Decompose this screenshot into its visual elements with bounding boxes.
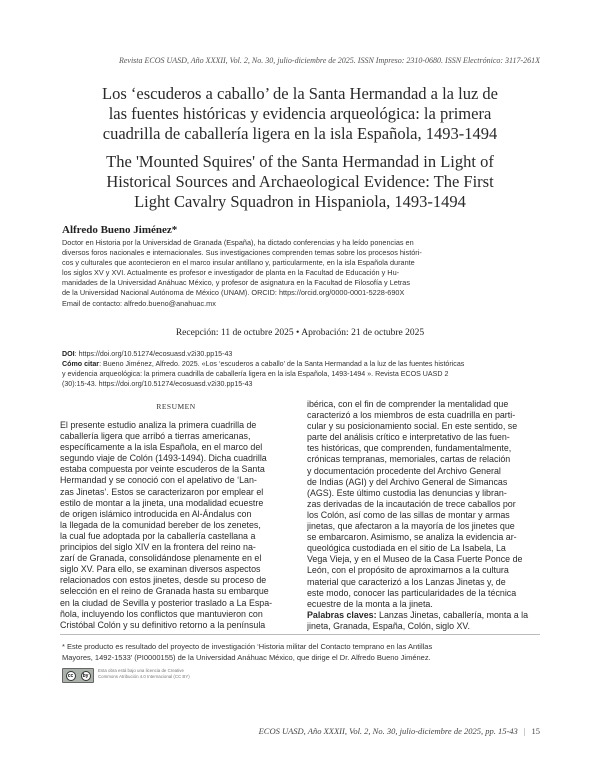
abstract-line: material que caracterizó a los Lanzas Jinetas y, de	[307, 576, 506, 587]
footer-journal: ECOS UASD, Año XXXII, Vol. 2, No. 30, julio-diciembre de 2025, pp. 15-43	[258, 726, 518, 736]
license-line: Esta obra está bajo una licencia de Creative	[98, 668, 184, 673]
author-email-line: Email de contacto: alfredo.bueno@anahuac.mx	[62, 298, 216, 308]
author-block	[62, 224, 538, 309]
license-text	[98, 668, 278, 680]
abstract-line: El presente estudio analiza la primera cuadrilla de	[60, 420, 257, 430]
title-english-line: Light Cavalry Squadron in Hispaniola, 1493-1494	[134, 192, 466, 211]
abstract-heading: RESUMEN	[156, 402, 196, 411]
abstract-line: en la ciudad de Sevilla y posterior traslado a La Espa-	[60, 597, 273, 608]
abstract-line: estaba compuesta por veinte escuderos de la Santa	[60, 464, 265, 475]
abstract-line: Cristóbal Colón y su definitivo retorno a la península	[60, 619, 266, 630]
citation-block	[62, 349, 538, 389]
footnote-divider	[60, 634, 540, 635]
abstract-line: los Colón, así como de las sillas de montar y armas	[307, 509, 510, 520]
keywords-text: Lanzas Jinetas, caballería, monta a la	[376, 609, 529, 620]
abstract-line: ecuestre de la monta a la jineta.	[307, 598, 433, 609]
abstract-line: este modo, conocer las particularidades de la técnica	[307, 587, 517, 598]
abstract-line: la cual fue adoptada por la caballería castellana a	[60, 530, 256, 541]
author-bio-line: cos y culturales que acontecieron en el marco insular antillano y, particularmente, en la isla Española durante	[62, 258, 415, 268]
abstract-line: crónicas tempranas, memoriales, cartas de relación	[307, 454, 511, 465]
page-footer	[259, 726, 540, 736]
author-bio-line: manidades de la Universidad Anáhuac México, y profesor de asignatura en la Facultad de Filosofía y Letras	[62, 278, 411, 288]
footnote	[62, 642, 540, 663]
title-english-line: The 'Mounted Squires' of the Santa Hermandad in Light of	[106, 152, 494, 171]
abstract-right-column	[307, 399, 543, 632]
attribution-symbol: by	[81, 671, 91, 681]
title-spanish-line: cuadrilla de caballería ligera en la isla Española, 1493-1494	[102, 124, 498, 143]
cite-label: Cómo citar	[62, 360, 100, 368]
title-spanish-line: Los ‘escuderos a caballo’ de la Santa Hermandad a la luz de	[102, 84, 498, 103]
cite-text: : Bueno Jiménez, Alfredo. 2025. «Los ‘escuderos a caballo’ de la Santa Hermandad a la luz de las fuentes históricas	[99, 360, 465, 368]
footnote-line: * Este producto es resultado del proyecto de investigación ‘Historia militar del Contacto temprano en las Antillas	[62, 642, 433, 651]
cite-line	[62, 359, 538, 369]
abstract-line: principios del siglo XIV en la frontera del reino na-	[60, 542, 256, 553]
title-spanish	[56, 84, 544, 144]
abstract-line: siglo XV. Para ello, se examinan diversos aspectos	[60, 564, 261, 575]
abstract-line: relacionados con estos jinetes, desde su proceso de	[60, 575, 267, 586]
author-bio-line: de la Universidad Nacional Autónoma de México (UNAM). ORCID: https://orcid.org/0000-0001-5228-690X	[62, 288, 405, 298]
abstract-line: zas Jinetas’. Estos se caracterizaron por emplear el	[60, 486, 264, 497]
title-english-line: Historical Sources and Archaeological Evidence: The First	[106, 172, 494, 191]
footer-separator: |	[523, 726, 526, 736]
doi-line	[62, 349, 538, 359]
page-number: 15	[531, 726, 540, 736]
author-name: Alfredo Bueno Jiménez*	[62, 224, 178, 236]
author-bio-line: Doctor en Historia por la Universidad de Granada (España), ha dictado conferencias y ha leído ponencias en	[62, 238, 414, 247]
footnote-marker: *	[62, 642, 65, 651]
abstract-line: caracterizó a los miembros de esta cuadrilla en parti-	[307, 410, 516, 421]
abstract-line: zas derivadas de la incautación de trece caballos por	[307, 498, 516, 509]
abstract-line: zarí de Granada, consolidándose plenamente en el	[60, 553, 262, 564]
abstract-line: segundo viaje de Colón (1493-1494). Dicha cuadrilla	[60, 453, 267, 464]
cc-symbol: cc	[66, 671, 76, 681]
abstract-line: parte del análisis crítico e interpretativo de las fuen-	[307, 432, 510, 443]
author-bio	[62, 238, 538, 309]
abstract-left-column	[60, 420, 292, 631]
abstract-line: de Indias (AGI) y del Archivo General de Simancas	[307, 476, 508, 487]
creative-commons-license-icon[interactable]	[62, 668, 94, 683]
abstract-line: selección en el reino de Granada hasta su embarque	[60, 586, 269, 597]
journal-header: Revista ECOS UASD, Año XXXII, Vol. 2, No. 30, julio-diciembre de 2025. ISSN Impreso: 2310-0680. ISSN Electrónico: 3117-261X	[118, 56, 540, 65]
abstract-line: estilo de montar a la jineta, una modalidad ecuestre	[60, 497, 264, 508]
abstract-line: específicamente a la isla Española, en el marco del	[60, 442, 263, 453]
abstract-line: tes históricas, que comprenden, fundamentalmente,	[307, 443, 512, 454]
abstract-line: jinetas, que afectaron a la mayoría de los jinetes que	[307, 521, 515, 532]
abstract-line: León, con el propósito de aproximarnos a la cultura	[307, 565, 509, 576]
abstract-line: ibérica, con el fin de comprender la mentalidad que	[307, 399, 509, 409]
abstract-line: caballería ligera que arribó a tierras americanas,	[60, 431, 251, 442]
keywords-label: Palabras claves:	[307, 609, 377, 620]
footnote-line: Mayores, 1492-1533’ (PI0000155) de la Universidad Anáhuac México, que dirige el Dr. Alfredo Bueno Jiménez.	[62, 652, 431, 662]
abstract-line: ñola, incluyendo los conflictos que mantuvieron con	[60, 608, 263, 619]
title-spanish-line: las fuentes históricas y evidencia arqueológica: la primera	[108, 104, 492, 123]
abstract-line: se embarcaron. Asimismo, se analiza la evidencia ar-	[307, 532, 517, 543]
doi-label: DOI	[62, 350, 75, 358]
abstract-line: de origen islámico introducida en Al-Ándalus con	[60, 508, 252, 519]
abstract-line: y documentación procedente del Archivo General	[307, 465, 501, 476]
abstract-line: Vega Vieja, y en el Museo de la Casa Fuerte Ponce de	[307, 554, 523, 565]
author-bio-line: los siglos XV y XVI. Actualmente es profesor e investigador de planta en la Facultad de Educación y Hu-	[62, 268, 400, 278]
cite-line: (30):15-43. https://doi.org/10.51274/ecosuasd.v2i30.pp15-43	[62, 380, 253, 388]
abstract-line: Hermandad y se conoció con el apelativo de ‘Lan-	[60, 475, 257, 486]
license-line: Commons Atribución 4.0 Internacional (CC BY)	[98, 674, 190, 679]
abstract-line: (AGS). Este último custodia las denuncias y libran-	[307, 487, 507, 498]
keywords-line	[307, 610, 543, 621]
abstract-line: la llegada de la comunidad bereber de los zenetes,	[60, 519, 261, 530]
author-bio-line: diversos foros nacionales e internacionales. Sus investigaciones comprenden temas sobre los procesos históri-	[62, 248, 422, 258]
doi-link[interactable]: : https://doi.org/10.51274/ecosuasd.v2i30.pp15-43	[74, 350, 233, 358]
keywords-line: jineta, Granada, España, Colón, siglo XV.	[307, 620, 470, 631]
title-english	[56, 152, 544, 212]
cite-line: y evidencia arqueológica: la primera cuadrilla de caballería ligera en la isla Española, 1493-1494 ». Revista ECOS UASD 2	[62, 370, 449, 378]
reception-approval-dates: Recepción: 11 de octubre 2025 • Aprobación: 21 de octubre 2025	[175, 328, 425, 338]
abstract-line: queológica custodiada en el sitio de La Isabela, La	[307, 543, 506, 554]
abstract-line: cular y su posicionamiento social. En este sentido, se	[307, 421, 518, 432]
